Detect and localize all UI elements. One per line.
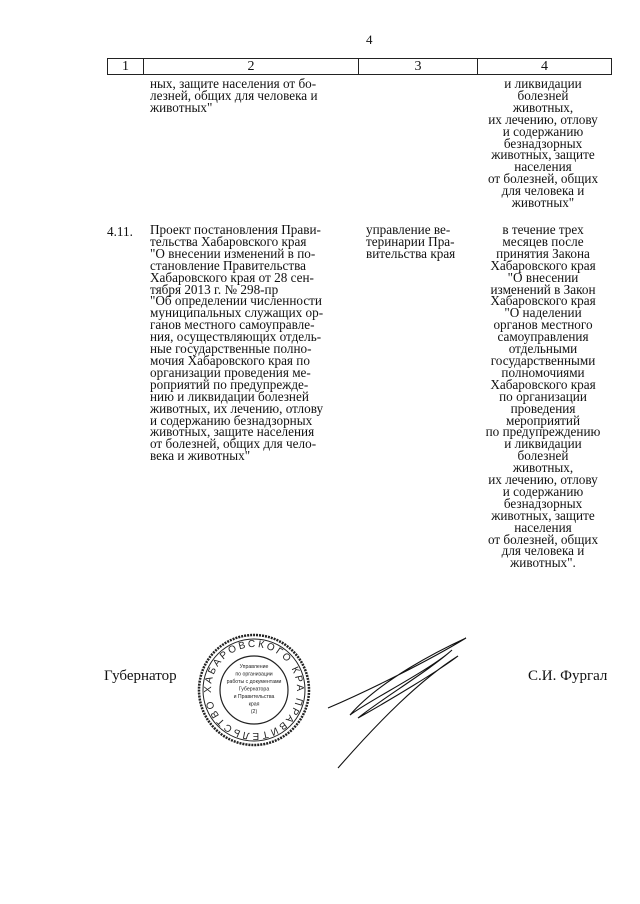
text-line: муниципальных служащих ор-: [150, 305, 324, 321]
text-line: животных,: [512, 99, 574, 115]
row-deadline: [470, 224, 616, 569]
text-line: населения: [514, 159, 572, 175]
text-line: мероприятий: [505, 412, 581, 428]
stamp-inner-line: по организации: [235, 671, 273, 678]
text-line: и содержанию безнадзорных: [150, 412, 313, 428]
text-line: животных".: [510, 555, 576, 571]
header-col-3: 3: [359, 59, 478, 75]
text-line: организации проведения ме-: [150, 364, 311, 380]
text-line: для человека и: [501, 543, 585, 559]
text-line: Хабаровского края: [490, 293, 596, 309]
text-line: от болезней, общих: [487, 531, 599, 547]
text-line: животных, защите населения: [150, 424, 315, 440]
text-line: по организации: [499, 388, 587, 404]
header-col-2: 2: [144, 59, 359, 75]
text-line: безнадзорных: [503, 135, 583, 151]
text-line: Хабаровского края: [490, 257, 596, 273]
text-line: тельства Хабаровского края: [150, 233, 307, 249]
row-description: [150, 224, 323, 462]
text-line: проведения: [510, 400, 576, 416]
text-line: принятия Закона: [496, 245, 590, 261]
official-stamp: [196, 632, 312, 748]
row-number: 4.11.: [107, 224, 133, 239]
text-line: управление ве-: [366, 222, 451, 237]
text-line: животных": [511, 195, 575, 211]
text-line: и ликвидации: [504, 76, 582, 91]
text-line: роприятий по предупрежде-: [150, 376, 309, 392]
text-line: Хабаровского края от 28 сен-: [150, 269, 314, 285]
text-line: ных, защите населения от бо-: [150, 76, 317, 91]
text-line: становление Правительства: [150, 257, 307, 273]
text-line: "О наделении: [504, 305, 582, 321]
text-line: ные государственные полно-: [150, 341, 312, 357]
text-line: Проект постановления Прави-: [150, 222, 321, 237]
text-line: в течение трех: [502, 222, 584, 237]
stamp-inner-line: края: [248, 701, 260, 708]
text-line: их лечению, отлову: [488, 111, 598, 127]
table-header-row: [107, 58, 612, 75]
stamp-inner-line: и Правительства: [233, 694, 275, 700]
text-line: ния, осуществляющих отдель-: [150, 329, 322, 345]
text-line: полномочиями: [501, 364, 585, 380]
text-line: животных,: [512, 460, 574, 476]
continuation-col2: [150, 78, 318, 114]
page-number: 4: [366, 32, 373, 47]
stamp-ring-text: ПРАВИТЕЛЬСТВО ХАБАРОВСКОГО КРАЯ: [202, 638, 306, 742]
text-line: лезней, общих для человека и: [150, 87, 318, 103]
text-line: от болезней, общих для чело-: [150, 436, 317, 452]
text-line: нию и ликвидации болезней: [150, 388, 309, 404]
signature-scribble: [320, 630, 480, 770]
text-line: самоуправления: [497, 329, 589, 345]
text-line: Хабаровского края: [490, 376, 596, 392]
text-line: и содержанию: [502, 123, 584, 139]
signature-position: Губернатор: [104, 668, 177, 684]
text-line: животных, их лечению, отлову: [150, 400, 324, 416]
row-responsible: [366, 224, 455, 260]
stamp-inner-line: Управление: [239, 664, 269, 670]
continuation-col4: [470, 78, 616, 209]
header-col-1: 1: [108, 59, 144, 75]
text-line: века и животных": [150, 448, 251, 464]
text-line: болезней: [517, 87, 569, 103]
text-line: животных, защите: [491, 147, 595, 163]
text-line: животных, защите: [491, 507, 595, 523]
text-line: "О внесении изменений в по-: [150, 245, 316, 261]
text-line: органов местного: [493, 317, 593, 333]
stamp-inner-line: (2): [250, 709, 258, 715]
stamp-inner-line: работы с документами: [226, 679, 282, 685]
text-line: животных": [150, 99, 213, 115]
text-line: и содержанию: [502, 483, 584, 499]
text-line: болезней: [517, 448, 569, 464]
text-line: ганов местного самоуправле-: [150, 317, 315, 333]
text-line: отдельными: [508, 341, 578, 357]
text-line: "О внесении: [507, 269, 579, 285]
text-line: изменений в Закон: [490, 281, 596, 297]
text-line: тября 2013 г. № 298-пр: [150, 281, 279, 297]
text-line: вительства края: [366, 245, 456, 261]
text-line: и ликвидации: [504, 436, 582, 452]
text-line: для человека и: [501, 183, 585, 199]
header-col-4: 4: [478, 59, 612, 75]
text-line: по предупреждению: [485, 424, 601, 440]
text-line: государственными: [490, 352, 596, 368]
text-line: месяцев после: [502, 233, 584, 249]
signature-name: С.И. Фургал: [528, 668, 608, 684]
text-line: мочия Хабаровского края по: [150, 352, 310, 368]
text-line: их лечению, отлову: [488, 472, 598, 488]
text-line: "Об определении численности: [150, 293, 322, 309]
text-line: населения: [514, 519, 572, 535]
stamp-inner-line: Губернатора: [238, 686, 270, 693]
text-line: теринарии Пра-: [366, 233, 455, 249]
text-line: от болезней, общих: [487, 171, 599, 187]
text-line: безнадзорных: [503, 495, 583, 511]
